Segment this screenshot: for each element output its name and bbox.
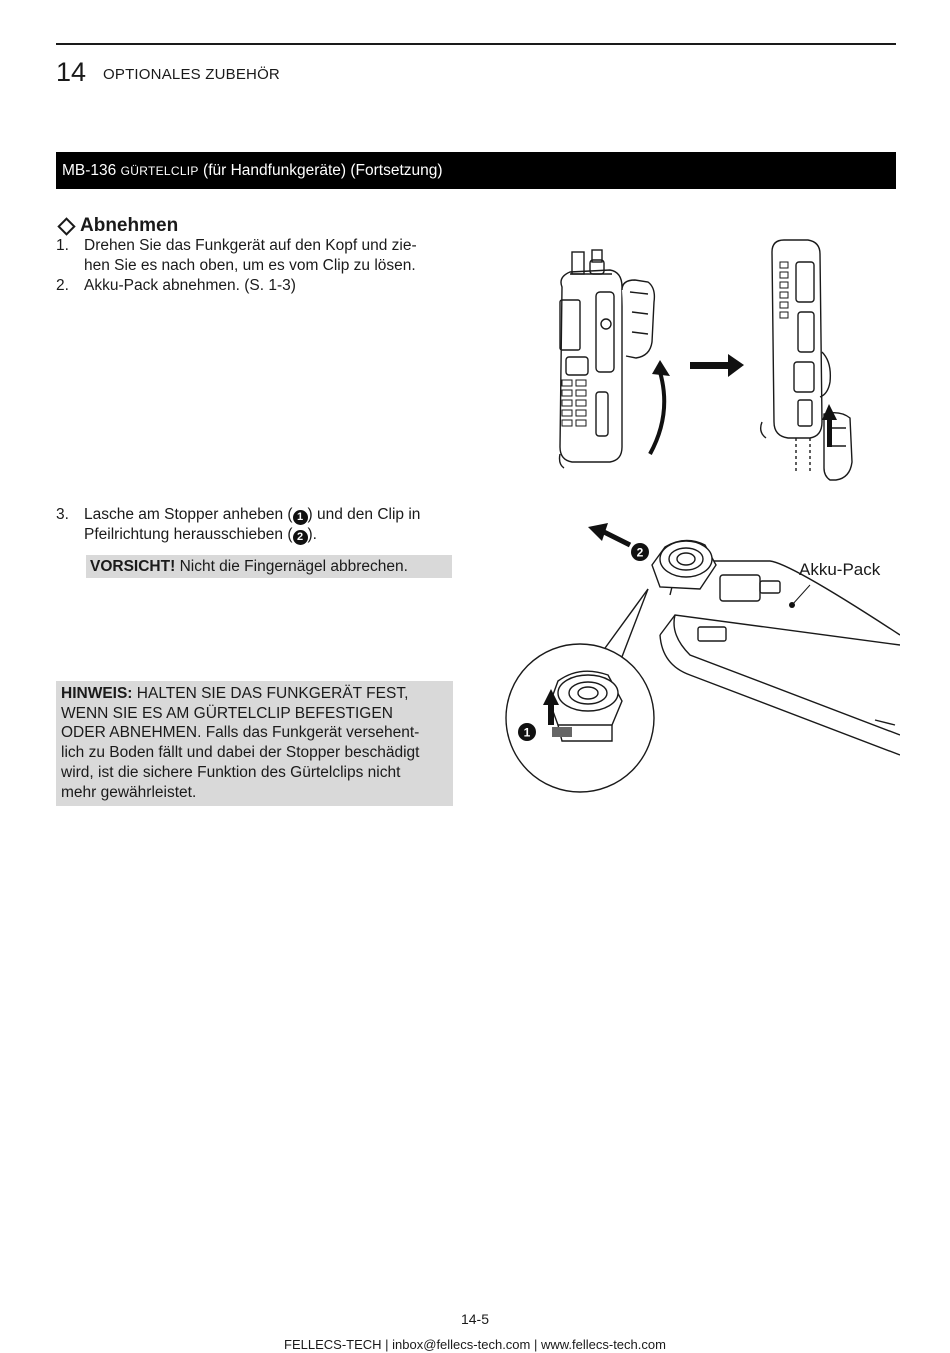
chapter-title: OPTIONALES ZUBEHÖR [103, 66, 280, 83]
caution-label: VORSICHT! [90, 558, 176, 575]
note-line: ODER ABNEHMEN. Falls das Funkgerät versehent- [61, 724, 420, 742]
step-line [84, 505, 420, 525]
note-label: HINWEIS: [61, 685, 133, 702]
marker-one-label: 1 [523, 725, 531, 740]
radio-removal-illustration [540, 232, 870, 492]
subheading-text: Abnehmen [80, 215, 179, 236]
subheading [56, 214, 178, 238]
step-number: 2. [56, 277, 69, 294]
step-text-part: ). [307, 526, 317, 543]
step-line: hen Sie es nach oben, um es vom Clip zu lösen. [84, 257, 416, 274]
note-text: HALTEN SIE DAS FUNKGERÄT FEST, [136, 685, 409, 702]
marker-two-label: 2 [636, 545, 644, 560]
step-text [84, 276, 296, 296]
section-model: MB-136 [62, 162, 117, 179]
note-box [56, 681, 453, 806]
step-number: 1. [56, 237, 69, 254]
top-rule [56, 43, 896, 45]
step-text [84, 505, 420, 545]
step-text-part: Lasche am Stopper anheben ( [84, 506, 293, 523]
section-rest: (für Handfunkgeräte) (Fortsetzung) [203, 162, 443, 179]
note-line: mehr gewährleistet. [61, 783, 197, 801]
caution-text: Nicht die Fingernägel abbrechen. [179, 558, 408, 575]
step-line [84, 525, 420, 545]
section-title-bar [56, 152, 896, 189]
step-number: 3. [56, 506, 69, 523]
note-line: WENN SIE ES AM GÜRTELCLIP BEFESTIGEN [61, 704, 393, 722]
caution-box [86, 555, 452, 578]
note-line: wird, ist die sichere Funktion des Gürtelclips nicht [61, 763, 401, 781]
step-line: Akku-Pack abnehmen. (S. 1-3) [84, 277, 296, 294]
page-number: 14-5 [460, 1311, 490, 1327]
note-line: lich zu Boden fällt und dabei der Stopper beschädigt [61, 744, 420, 762]
section-name: GÜRTELCLIP [120, 164, 199, 178]
step-line: Drehen Sie das Funkgerät auf den Kopf und zie- [84, 237, 417, 254]
diamond-icon [57, 217, 75, 235]
step-text-part: ) und den Clip in [307, 506, 421, 523]
stopper-removal-illustration [500, 515, 900, 815]
step-2 [56, 276, 456, 296]
marker-two-icon: 2 [293, 530, 308, 545]
step-text [84, 236, 417, 276]
note-line [61, 684, 448, 704]
akku-pack-label: Akku-Pack [799, 560, 881, 579]
step-3 [56, 505, 456, 545]
step-text-part: Pfeilrichtung herausschieben ( [84, 526, 293, 543]
footer-text: FELLECS-TECH | inbox@fellecs-tech.com | www.fellecs-tech.com [284, 1337, 666, 1352]
step-1 [56, 236, 456, 276]
chapter-number: 14 [56, 57, 87, 87]
marker-one-icon: 1 [293, 510, 308, 525]
